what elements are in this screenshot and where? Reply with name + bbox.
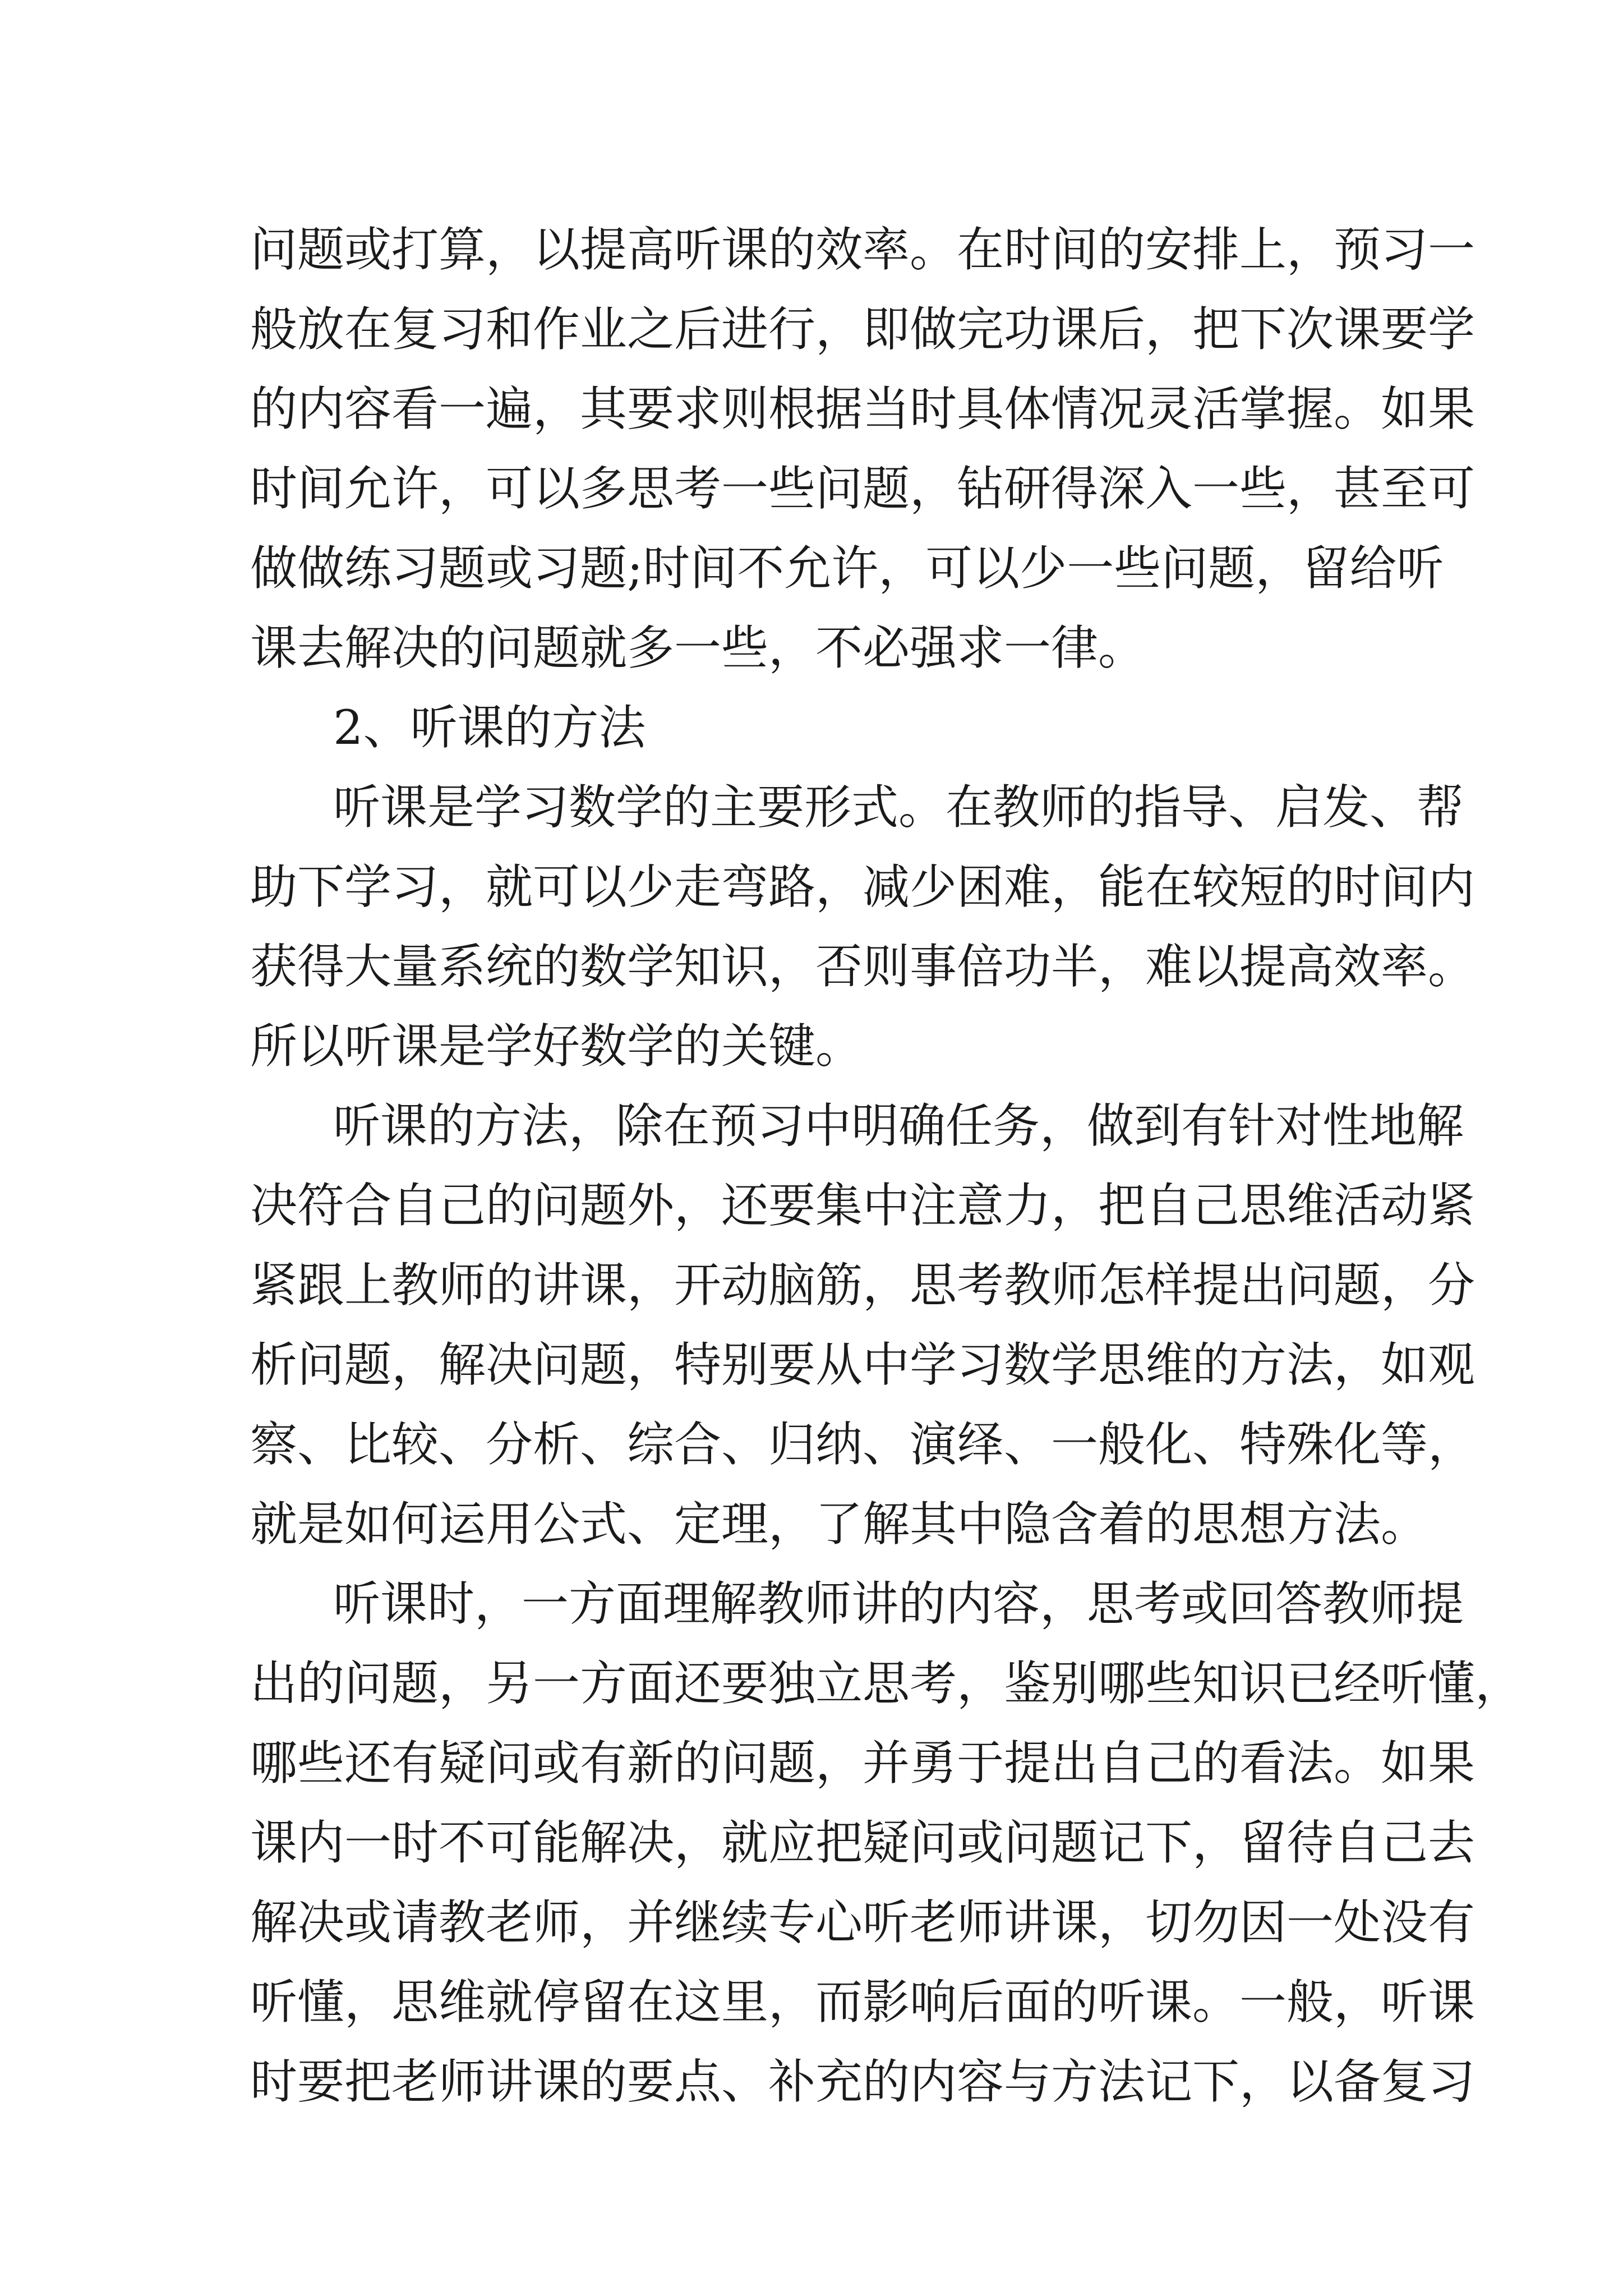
text-line: 听课是学习数学的主要形式。在教师的指导、启发、帮 bbox=[333, 780, 1464, 835]
text-line: 时间允许，可以多思考一些问题，钻研得深入一些，甚至可 bbox=[250, 461, 1476, 516]
text-line: 察、比较、分析、综合、归纳、演绎、一般化、特殊化等， bbox=[250, 1417, 1476, 1472]
text-line: 所以听课是学好数学的关键。 bbox=[250, 1019, 863, 1074]
text-line: 决符合自己的问题外，还要集中注意力，把自己思维活动紧 bbox=[250, 1178, 1476, 1233]
document-body bbox=[250, 210, 1523, 2122]
text-line: 出的问题，另一方面还要独立思考，鉴别哪些知识已经听懂， bbox=[250, 1656, 1523, 1711]
text-line: 解决或请教老师，并继续专心听老师讲课，切勿因一处没有 bbox=[250, 1895, 1476, 1950]
text-line: 听课的方法，除在预习中明确任务，做到有针对性地解 bbox=[333, 1098, 1464, 1153]
text-line: 紧跟上教师的讲课，开动脑筋，思考教师怎样提出问题，分 bbox=[250, 1258, 1476, 1313]
text-line: 听课时，一方面理解教师讲的内容，思考或回答教师提 bbox=[333, 1576, 1464, 1631]
text-line: 助下学习，就可以少走弯路，减少困难，能在较短的时间内 bbox=[250, 859, 1476, 914]
text-line: 就是如何运用公式、定理，了解其中隐含着的思想方法。 bbox=[250, 1497, 1428, 1552]
section-heading-text: 2、听课的方法 bbox=[333, 700, 646, 755]
paragraph-1 bbox=[250, 210, 1476, 688]
section-heading bbox=[250, 688, 1394, 767]
text-line: 的内容看一遍，其要求则根据当时具体情况灵活掌握。如果 bbox=[250, 381, 1476, 436]
text-line: 时要把老师讲课的要点、补充的内容与方法记下，以备复习 bbox=[250, 2054, 1476, 2109]
text-line: 般放在复习和作业之后进行，即做完功课后，把下次课要学 bbox=[250, 302, 1476, 357]
text-line: 获得大量系统的数学知识，否则事倍功半，难以提高效率。 bbox=[250, 939, 1476, 994]
text-line: 听懂，思维就停留在这里，而影响后面的听课。一般，听课 bbox=[250, 1975, 1476, 2030]
text-line: 课去解决的问题就多一些，不必强求一律。 bbox=[250, 620, 1146, 675]
text-line: 哪些还有疑问或有新的问题，并勇于提出自己的看法。如果 bbox=[250, 1736, 1476, 1791]
text-line: 做做练习题或习题;时间不允许，可以少一些问题，留给听 bbox=[250, 541, 1444, 596]
text-line: 课内一时不可能解决，就应把疑问或问题记下，留待自己去 bbox=[250, 1815, 1476, 1870]
text-line: 析问题，解决问题，特别要从中学习数学思维的方法，如观 bbox=[250, 1337, 1476, 1392]
text-line: 问题或打算，以提高听课的效率。在时间的安排上，预习一 bbox=[250, 222, 1476, 277]
paragraph-5 bbox=[250, 1564, 1523, 2122]
paragraph-3 bbox=[250, 767, 1476, 1086]
paragraph-4 bbox=[250, 1086, 1476, 1564]
